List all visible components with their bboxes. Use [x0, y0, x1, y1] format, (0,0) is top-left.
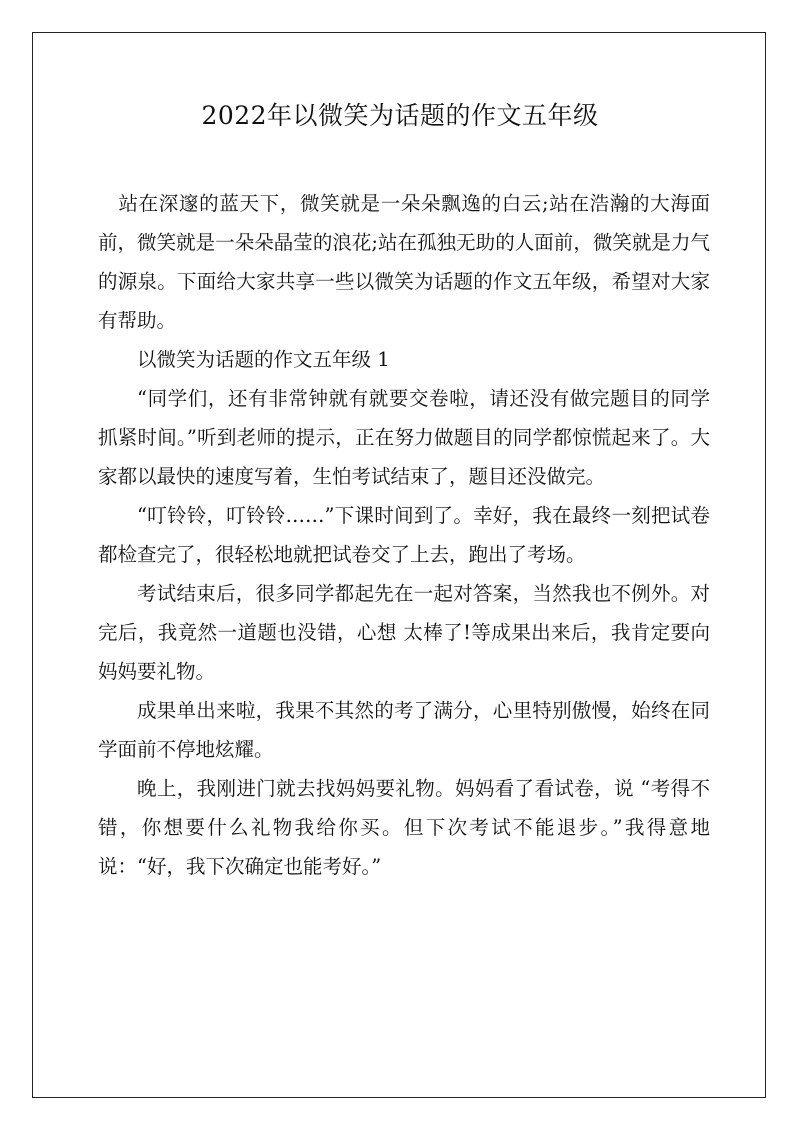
document-body: [98, 184, 710, 886]
paragraph-1: “同学们，还有非常钟就有就要交卷啦，请还没有做完题目的同学抓紧时间。”听到老师的提示，正在努力做题目的同学都惊慌起来了。大家都以最快的速度写着，生怕考试结束了，题目还没做完。: [98, 387, 710, 488]
section-heading: 以微笑为话题的作文五年级 1: [137, 348, 390, 371]
paragraph-5: 晚上，我刚进门就去找妈妈要礼物。妈妈看了看试卷，说 “考得不错，你想要什么礼物我给你买。但下次考试不能退步。”我得意地说：“好，我下次确定也能考好。”: [98, 777, 710, 878]
paragraph-3: 考试结束后，很多同学都起先在一起对答案，当然我也不例外。对完后，我竟然一道题也没错，心想 太棒了!等成果出来后，我肯定要向妈妈要礼物。: [98, 582, 710, 683]
intro-paragraph: 站在深邃的蓝天下，微笑就是一朵朵飘逸的白云;站在浩瀚的大海面前，微笑就是一朵朵晶莹的浪花;站在孤独无助的人面前，微笑就是力气的源泉。下面给大家共享一些以微笑为话题的作文五年级，希望对大家有帮助。: [98, 192, 710, 332]
paragraph-2: “叮铃铃，叮铃铃……”下课时间到了。幸好，我在最终一刻把试卷都检查完了，很轻松地就把试卷交了上去，跑出了考场。: [98, 504, 710, 566]
paragraph-4: 成果单出来啦，我果不其然的考了满分，心里特别傲慢，始终在同学面前不停地炫耀。: [98, 699, 710, 761]
document-title: 2022年以微笑为话题的作文五年级: [201, 101, 599, 130]
